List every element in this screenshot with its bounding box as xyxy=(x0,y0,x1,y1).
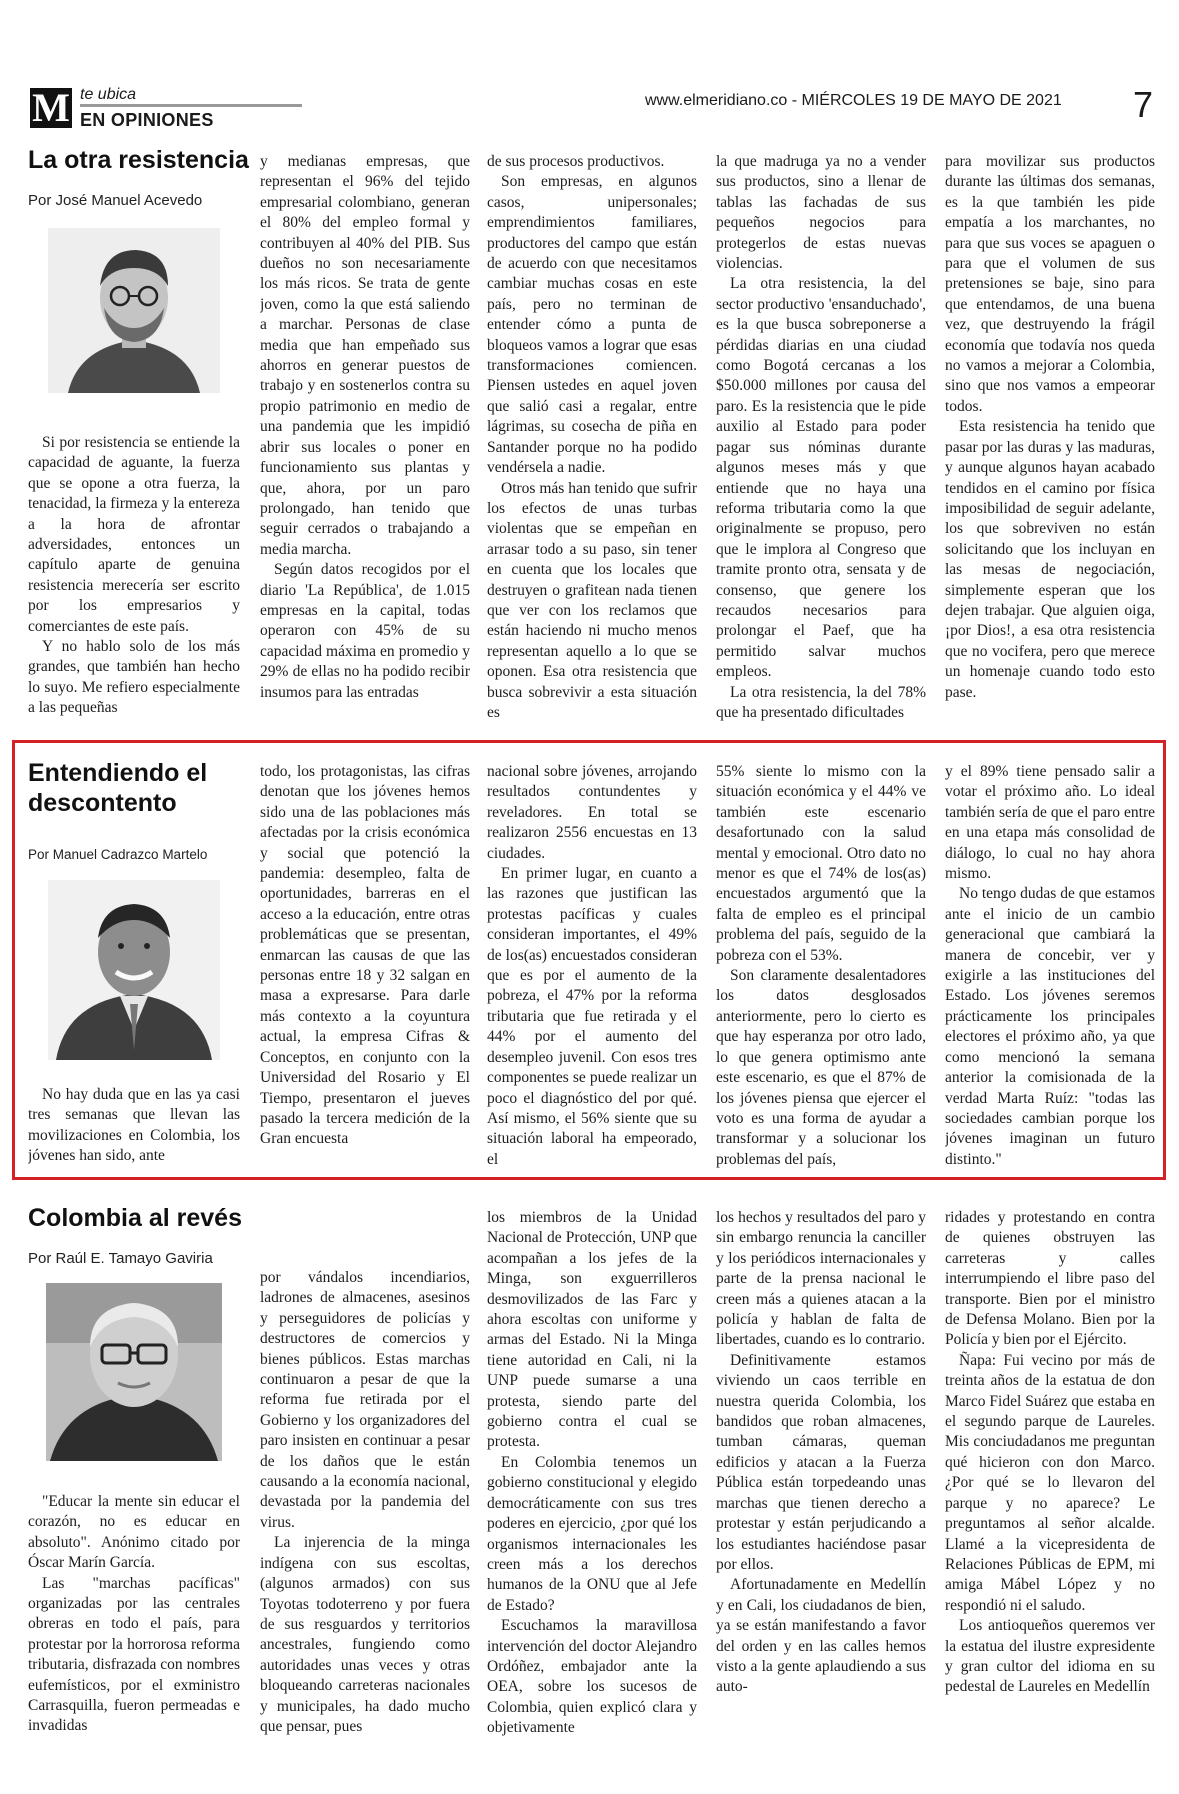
article2-column-2 xyxy=(260,762,470,1168)
article1-column-1 xyxy=(28,433,240,723)
article3-column-5 xyxy=(945,1208,1155,1782)
newspaper-logo: M xyxy=(30,88,72,128)
paragraph: y medianas empresas, que representan el 96% del tejido empresarial colombiano, generan el 80% del empleo formal y contribuyen al 40% del PIB. Sus dueños no son necesariamente los más ricos. Se trata de gente joven, como la que está saliendo a marchar. Personas de clase media que han empeñado sus ahorros en generar puestos de trabajo y en sostenerlos contra su propio patrimonio en medio de una pandemia que les impidió abrir sus locales o poner en funcionamiento sus plantas y que, ahora, por un paro prolongado, han tenido que seguir cerrados o trabajando a media marcha. xyxy=(260,153,470,558)
paragraph: nacional sobre jóvenes, arrojando resultados contundentes y reveladores. En total se realizaron 2556 encuestas en 13 ciudades. xyxy=(487,763,697,862)
article1-byline: Por José Manuel Acevedo xyxy=(28,192,203,209)
paragraph: la que madruga ya no a vender sus productos, sino a llenar de tablas las fachadas de sus pequeños negocios para protegerlos de estas nuevas violencias. xyxy=(716,153,926,273)
paragraph: Son empresas, en algunos casos, unipersonales; emprendimientos familiares, productores del campo que están de acuerdo con que necesitamos cambiar muchas cosas en este país, pero no terminan de entender cómo a punta de bloqueos vamos a lograr que esas transformaciones comiencen. Piensen ustedes en aquel joven que salió casi a regalar, entre lágrimas, su cosecha de piña en Santander porque no ha podido vendérsela a nadie. xyxy=(487,173,697,477)
paragraph: y el 89% tiene pensado salir a votar el próximo año. Lo ideal también sería de que el paro entre en una etapa más consolidad de diálogo, lo cual no hay ahora mismo. xyxy=(945,763,1155,883)
article2-column-3 xyxy=(487,762,697,1168)
paragraph: No hay duda que en las ya casi tres semanas que llevan las movilizaciones en Colombia, los jóvenes han sido, ante xyxy=(28,1086,240,1165)
paragraph: Y no hablo solo de los más grandes, que también han hecho lo suyo. Me refiero especialmente a las pequeñas xyxy=(28,638,240,717)
paragraph: Otros más han tenido que sufrir los efectos de unas turbas violentas que se empeñan en arrasar todo a su paso, sin tener en cuenta que los locales que destruyen o grafitean nada tienen que ver con los reclamos que están haciendo ni mucho menos representan aquello a lo que se oponen. Esa otra resistencia que busca sobrevivir a esta situación es xyxy=(487,479,697,721)
paragraph: Según datos recogidos por el diario 'La República', de 1.015 empresas en la capital, todas operaron con 45% de su capacidad máxima en promedio y 29% de ellas no ha podido recibir insumos para las entradas xyxy=(260,561,470,701)
article1-column-3 xyxy=(487,152,697,722)
paragraph: por vándalos incendiarios, ladrones de almacenes, asesinos y perseguidores de policías y destructores de comercios y bienes públicos. Estas marchas continuaron a pesar de que la reforma fue retirada por el Gobierno y los organizadores del paro insisten en continuar a pesar de los daños que le están causando a la economía nacional, devastada por la pandemia del virus. xyxy=(260,1269,470,1531)
paragraph: Afortunadamente en Medellín y en Cali, los ciudadanos de bien, ya se están manifestando a favor del orden y en las calles hemos visto a la gente aplaudiendo a sus auto- xyxy=(716,1576,926,1696)
paragraph: los hechos y resultados del paro y sin embargo renuncia la canciller y los periódicos internacionales y parte de la prensa nacional le creen más a quienes atacan a la policía y hablan de falta de libertades, cuando es lo contrario. xyxy=(716,1209,926,1349)
page-number: 7 xyxy=(1133,84,1154,125)
article2-column-4 xyxy=(716,762,926,1168)
paragraph: todo, los protagonistas, las cifras denotan que los jóvenes hemos sido una de las poblaciones más afectadas por la crisis económica y social que potenció la pandemia: desempleo, falta de oportunidades, barreras en el acceso a la educación, entre otras problemáticas que se presentan, enmarcan las causas de que las personas entre 18 y 32 salgan en masa a expresarse. Para darle más contexto a la coyuntura actual, la empresa Cifras & Conceptos, en conjunto con la Universidad del Rosario y El Tiempo, presentaron el jueves pasado la tercera medición de la Gran encuesta xyxy=(260,763,470,1148)
paragraph: los miembros de la Unidad Nacional de Protección, UNP que acompañan a los jefes de la Minga, son exguerrilleros desmovilizados de las Farc y ahora escoltas con uniforme y armas del Estado. Ni la Minga tiene autoridad en Cali, ni la UNP puede sumarse a una protesta, siendo parte del gobierno contra el cual se protesta. xyxy=(487,1209,697,1451)
paragraph: Son claramente desalentadores los datos desglosados anteriormente, pero lo cierto es que hay esperanza por otro lado, lo que genera optimismo ante este escenario, es que el 87% de los jóvenes piensa que ejercer el voto es una forma de ayudar a transformar y a solucionar los problemas del país, xyxy=(716,967,926,1168)
paragraph: 55% siente lo mismo con la situación económica y el 44% ve también este escenario desafortunado con la salud mental y emocional. Otro dato no menor es que el 74% de los(as) encuestados argumentó que la falta de empleo es el principal problema del país, seguido de la pobreza con el 53%. xyxy=(716,763,926,964)
paragraph: Los antioqueños queremos ver la estatua del ilustre expresidente y gran cultor del idioma en su pedestal de Laureles en Medellín xyxy=(945,1617,1155,1696)
paragraph: Esta resistencia ha tenido que pasar por las duras y las maduras, y aunque algunos hayan acabado tendidos en el camino por física imposibilidad de seguir adelante, los que sobreviven no están solicitando que los incluyan en las mesas de negociación, simplemente esperan que los dejen trabajar. Que alguien oiga, ¡por Dios!, a esa otra resistencia que no vocifera, pero que merece un homenaje cuando todo esto pase. xyxy=(945,418,1155,701)
section-label: EN OPINIONES xyxy=(80,110,214,130)
paragraph: para movilizar sus productos durante las últimas dos semanas, es la que también les pide empatía a los marchantes, no para que sus voces se apaguen o para que el volumen de sus pretensiones se baje, sino para que entendamos, de una buena vez, que destruyendo la frágil economía que todavía nos queda no vamos a mejorar a Colombia, sino que nos vamos a empeorar todos. xyxy=(945,153,1155,415)
paragraph: En Colombia tenemos un gobierno constitucional y elegido democráticamente con sus tres poderes en ejercicio, ¿por qué los organismos internacionales les creen más a los derechos humanos de la ONU que al Jefe de Estado? xyxy=(487,1453,697,1614)
article2-column-1 xyxy=(28,1085,240,1167)
article3-column-4 xyxy=(716,1208,926,1782)
article1-column-2 xyxy=(260,152,470,722)
author-photo-acevedo xyxy=(48,228,220,393)
article3-byline: Por Raúl E. Tamayo Gaviria xyxy=(28,1250,213,1267)
article1-column-5 xyxy=(945,152,1155,722)
tagline: te ubica xyxy=(80,86,137,103)
article3-column-2 xyxy=(260,1268,470,1782)
article3-column-1 xyxy=(28,1492,240,1782)
paragraph: Ñapa: Fui vecino por más de treinta años de la estatua de don Marco Fidel Suárez que estaba en el segundo parque de Laureles. Mis conciudadanos me preguntan qué hicieron con don Marco. ¿Por qué se lo llevaron del parque y no aparece? Le preguntamos al señor alcalde. Llamé a la vicepresidenta de Relaciones Públicas de EPM, mi amiga Mábel López y no respondió ni el saludo. xyxy=(945,1351,1155,1614)
paragraph: Las "marchas pacíficas" organizadas por las centrales obreras en todo el país, para protestar por la horrorosa reforma tributaria, disfrazada con nombres eufemísticos, por el exministro Carrasquilla, fueron permeadas e invadidas xyxy=(28,1574,240,1735)
paragraph: En primer lugar, en cuanto a las razones que justifican las protestas pacíficas y cuales consideran importantes, el 49% de los(as) encuestados consideran que es por el aumento de la pobreza, el 47% por la reforma tributaria que fue retirada y el 44% por el aumento del desempleo juvenil. Con esos tres componentes se puede realizar un poco el diagnóstico del por qué. Así mismo, el 56% siente que su situación laboral ha empeorado, el xyxy=(487,865,697,1168)
author-photo-cadrazco xyxy=(48,880,220,1060)
paragraph: ridades y protestando en contra de quienes obstruyen las carreteras y calles interrumpiendo el libre paso del transporte. Bien por el ministro de Defensa Molano. Bien por la Policía y bien por el Ejército. xyxy=(945,1209,1155,1349)
article1-column-4 xyxy=(716,152,926,722)
article2-column-5 xyxy=(945,762,1155,1168)
article3-title: Colombia al revés xyxy=(28,1204,242,1232)
paragraph: No tengo dudas de que estamos ante el inicio de un cambio generacional que cambiará la manera de concebir, ver y exigirle a las instituciones del Estado. Los jóvenes seremos prácticamente los principales electores el próximo año, ya que como mencionó la semana anterior la comisionada de la verdad Marta Ruíz: "todas las sociedades cambian porque los jóvenes imaginan un futuro distinto." xyxy=(945,885,1155,1168)
dateline: www.elmeridiano.co - MIÉRCOLES 19 DE MAYO DE 2021 xyxy=(645,92,1062,109)
paragraph: La otra resistencia, la del sector productivo 'ensanduchado', es la que busca sobreponerse a pérdidas diarias en una ciudad como Bogotá cercanas a los $50.000 millones por causa del paro. Es la resistencia que le pide auxilio al Estado para poder pagar sus nóminas durante algunos meses más y que entiende que no haya una reforma tributaria como la que originalmente se propuso, pero que le implora al Congreso que tramite pronto otra, sensata y de consenso, que genere los recaudos necesarios para prolongar el Paef, que ha permitido salvar muchos empleos. xyxy=(716,275,926,681)
article2-byline: Por Manuel Cadrazco Martelo xyxy=(28,847,208,862)
paragraph: "Educar la mente sin educar el corazón, no es educar en absoluto". Anónimo citado por Óscar Marín García. xyxy=(28,1493,240,1572)
article3-column-3 xyxy=(487,1208,697,1782)
paragraph: La injerencia de la minga indígena con sus escoltas, (algunos armados) con sus Toyotas todoterreno y por fuera de sus resguardos y territorios ancestrales, fungiendo como autoridades unas veces y otras bloqueando carreteras nacionales y municipales, ha dado mucho que pensar, pues xyxy=(260,1534,470,1735)
paragraph: Si por resistencia se entiende la capacidad de aguante, la fuerza que se opone a otra fuerza, la tenacidad, la firmeza y la entereza a la hora de afrontar adversidades, entonces un capítulo aparte de genuina resistencia merecería ser escrito por los empresarios y comerciantes de este país. xyxy=(28,434,240,635)
header-rule xyxy=(80,104,302,107)
paragraph: de sus procesos productivos. xyxy=(487,153,665,170)
article2-title: Entendiendo el descontento xyxy=(28,759,208,817)
paragraph: Definitivamente estamos viviendo un caos terrible en nuestra querida Colombia, los bandidos que roban almacenes, tumban cámaras, queman edificios y atacan a la Fuerza Pública están torpedeando unas marchas que tienen derecho a protestar y están perjudicando a los estudiantes haciéndose pasar por ellos. xyxy=(716,1351,926,1573)
author-photo-tamayo xyxy=(46,1283,222,1461)
article1-title: La otra resistencia xyxy=(28,146,249,174)
paragraph: La otra resistencia, la del 78% que ha presentado dificultades xyxy=(716,683,926,721)
paragraph: Escuchamos la maravillosa intervención del doctor Alejandro Ordóñez, embajador ante la OEA, sobre los sucesos de Colombia, quien explicó clara y objetivamente xyxy=(487,1617,697,1737)
